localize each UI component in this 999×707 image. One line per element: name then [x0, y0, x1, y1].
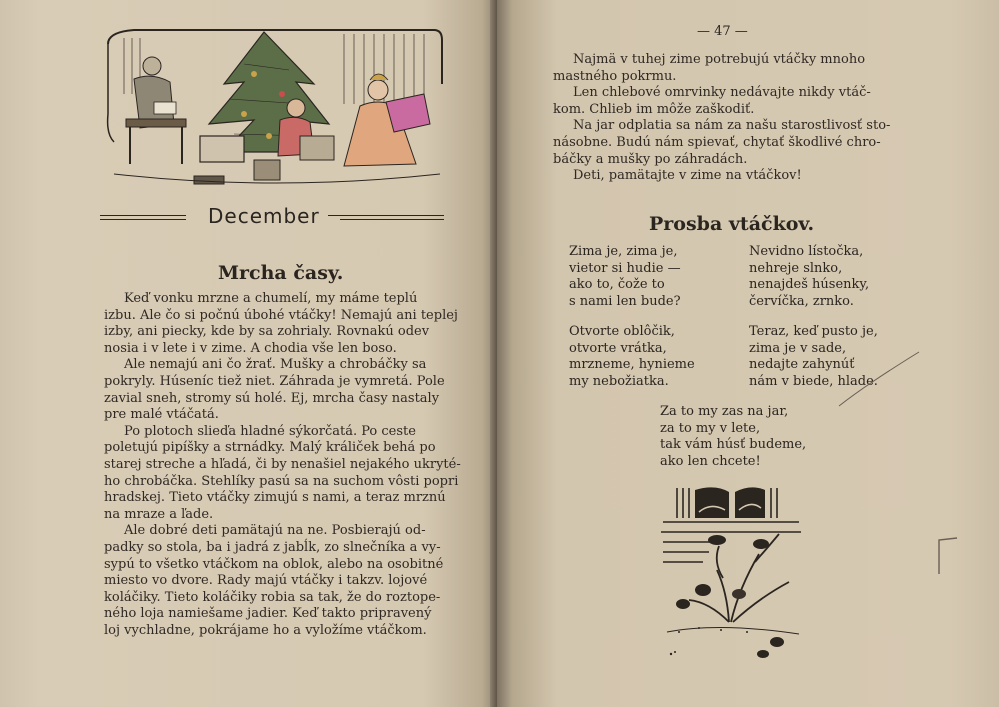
poem-stanza: [660, 404, 806, 470]
text-line: mastného pokrmu.: [553, 68, 677, 84]
verse-line: červíčka, zrnko.: [749, 293, 854, 309]
month-heading: [100, 200, 450, 234]
verse-line: ako len chcete!: [660, 453, 761, 469]
verse-line: nenajdeš húsenky,: [749, 277, 870, 292]
text-line: Ale dobré deti pamätajú na ne. Posbierajú od-: [124, 523, 426, 539]
text-line: miesto vo dvore. Rady majú vtáčky i takzv. lojové: [104, 573, 428, 589]
text-line: zavial sneh, stromy sú holé. Ej, mrcha časy nastaly: [104, 390, 440, 406]
month-title: December: [208, 204, 320, 228]
text-line: báčky a mušky po záhradách.: [553, 151, 748, 167]
christmas-scene-illustration-icon: [104, 24, 444, 194]
verse-line: Za to my zas na jar,: [660, 404, 789, 419]
story-title: Mrcha časy.: [218, 262, 344, 284]
heading-rule-left-lower: [100, 219, 186, 220]
text-line: pre malé vtáčatá.: [104, 407, 219, 423]
verse-line: za to my v lete,: [660, 420, 761, 436]
verse-line: my nebožiatka.: [569, 373, 669, 389]
text-line: ného loja namiešame jadier. Keď takto pripravený: [104, 606, 432, 622]
text-line: Po plotoch slieďa hladné sýkorčatá. Po ceste: [124, 423, 416, 439]
text-line: Keď vonku mrzne a chumelí, my máme teplú: [124, 291, 418, 306]
right-page: [497, 0, 999, 707]
verse-line: otvorte vrátka,: [569, 340, 667, 356]
text-line: padky so stola, ba i jadrá z jabĺk, zo slnečníka a vy-: [104, 539, 441, 555]
verse-line: s nami len bude?: [569, 293, 681, 309]
left-page: [0, 0, 497, 707]
text-line: nosia i v lete i v zime. A chodia vše len boso.: [104, 340, 397, 356]
pencil-mark-icon: [837, 350, 927, 410]
text-line: Najmä v tuhej zime potrebujú vtáčky mnoho: [573, 52, 866, 67]
winter-birds-illustration-icon: [659, 482, 809, 667]
verse-line: vietor si hudie —: [569, 260, 681, 276]
verse-line: mrzneme, hynieme: [569, 357, 695, 372]
text-line: na mraze a ľade.: [104, 506, 214, 522]
heading-rule-right-lower: [340, 219, 444, 220]
text-line: koláčiky. Tieto koláčiky robia sa tak, že do roztope-: [104, 589, 441, 605]
text-line: sypú to všetko vtáčkom na oblok, alebo na osobitné: [104, 556, 444, 572]
pencil-corner-mark-icon: [933, 536, 963, 576]
text-line: násobne. Budú nám spievať, chytať škodlivé chro-: [553, 134, 881, 150]
page-number: — 47 —: [697, 24, 748, 39]
text-line: poletujú pipíšky a strnádky. Malý králiček behá po: [104, 440, 436, 456]
text-line: Deti, pamätajte v zime na vtáčkov!: [573, 168, 802, 184]
poem-stanza: [569, 324, 695, 390]
poem-stanza: [569, 244, 681, 310]
verse-line: Nevidno lístočka,: [749, 244, 864, 259]
verse-line: Otvorte oblôčik,: [569, 324, 675, 339]
text-line: Na jar odplatia sa nám za našu starostlivosť sto-: [573, 118, 891, 134]
text-line: starej streche a hľadá, či by nenašiel nejakého ukryté-: [104, 456, 461, 472]
heading-rule-right: [328, 215, 444, 216]
text-line: kom. Chlieb im môže zaškodiť.: [553, 101, 755, 117]
poem-title: Prosba vtáčkov.: [649, 213, 815, 235]
verse-line: nehreje slnko,: [749, 260, 843, 276]
story-text: [104, 291, 461, 639]
text-line: hradskej. Tieto vtáčky zimujú s nami, a teraz mrznú: [104, 490, 446, 506]
closing-text: [553, 52, 903, 185]
verse-line: tak vám húsť budeme,: [660, 437, 807, 452]
text-line: loj vychladne, pokrájame ho a vyložíme vtáčkom.: [104, 622, 427, 638]
text-line: Ale nemajú ani čo žrať. Mušky a chrobáčky sa: [124, 357, 427, 373]
heading-rule-left: [100, 215, 186, 216]
text-line: pokryly. Húseníc tiež niet. Záhrada je vymretá. Pole: [104, 373, 445, 389]
text-line: izby, ani piecky, kde by sa zohrialy. Rovnakú odev: [104, 324, 430, 340]
text-line: ho chrobáčka. Stehlíky pasú sa na suchom vôsti popri: [104, 473, 459, 489]
verse-line: Teraz, keď pusto je,: [749, 324, 878, 339]
verse-line: nám v biede, hlade.: [749, 373, 878, 389]
verse-line: nedajte zahynúť: [749, 357, 855, 372]
text-line: Len chlebové omrvinky nedávajte nikdy vtáč-: [573, 85, 871, 101]
verse-line: ako to, čože to: [569, 277, 665, 292]
poem-stanza: [749, 244, 869, 310]
verse-line: Zima je, zima je,: [569, 244, 678, 259]
verse-line: zima je v sade,: [749, 340, 847, 356]
text-line: izbu. Ale čo si počnú úbohé vtáčky! Nemajú ani teplej: [104, 307, 458, 323]
